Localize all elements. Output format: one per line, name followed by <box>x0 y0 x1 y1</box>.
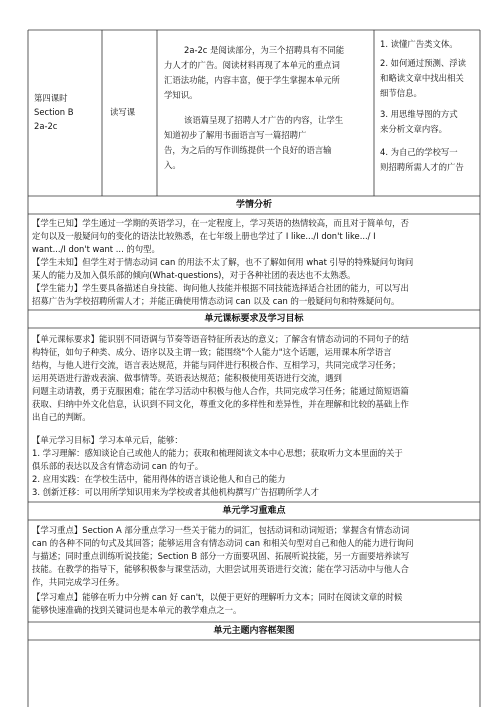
analysis-line: want.../I don't want ... 的句型。 <box>32 244 160 254</box>
content-line: 学知识。 <box>164 90 198 100</box>
key-point-line: 作，共同完成学习任务。 <box>32 577 125 587</box>
content-line: 2a-2c 是阅读部分，为三个招聘具有不同能 <box>184 45 345 55</box>
objective-line: 4. 为自己的学校写一 <box>380 147 458 157</box>
lesson-period: 第四课时 <box>34 93 68 103</box>
unit-goals-heading: 【单元学习目标】学习本单元后，能够： <box>32 435 183 445</box>
key-point-line: 与描述；同时重点训练听说技能；Section B 部分一方面要巩固、拓展听说技能，另一方面要培养读写 <box>32 551 410 561</box>
standards-line: 结构，与他人进行交流，语言表达规范，并能与同伴进行积极合作、互相学习，共同完成学习任务； <box>32 360 401 370</box>
standards-line: 获取、归纳中外文化信息，认识到不同文化，尊重文化的多样性和差异性，并在理解和比较的基础上作 <box>32 399 409 409</box>
unit-goal-line: 1. 学习理解：感知谈论自己或他人的能力；获取和梳理阅读文本中心思想；获取听力文本里面的关于 <box>32 448 403 458</box>
key-point-line: 能够快速准确的找到关键词也是本单元的教学难点之一。 <box>32 605 242 615</box>
objective-line: 1. 读懂广告类文体。 <box>380 39 458 49</box>
standards-line: 构特征，如句子种类、成分、语序以及主谓一致；能围绕"个人能力"这个话题，运用课本所学语言 <box>32 347 392 357</box>
analysis-line: 【学生已知】学生通过一学期的英语学习，在一定程度上，学习英语的热情较高，而且对于简单句，否 <box>32 218 409 228</box>
analysis-line: 【学生能力】学生要具备描述自身技能、询问他人技能并根据不同技能选择适合社团的能力，可以写出 <box>32 283 409 293</box>
section-heading-standards: 单元课标要求及学习目标 <box>204 314 304 324</box>
key-point-line: 【学习难点】能够在听力中分辨 can 好 can't，以便于更好的理解听力文本；同时在阅读文章的时候 <box>32 592 403 602</box>
standards-line: 运用英语进行游戏表演、做事情等。英语表达规范；能积极使用英语进行交流，遇到 <box>32 373 342 383</box>
key-point-line: 【学习重点】Section A 部分重点学习一些关于能力的词汇，包括动词和动词短语；掌握含有情态动词 <box>32 525 410 535</box>
lesson-type: 读写课 <box>110 107 136 117</box>
key-point-line: 技能。在教学的指导下，能够积极参与课堂活动，大胆尝试用英语进行交流；能在学习活动中与他人合 <box>32 564 409 574</box>
content-line: 告，为之后的写作训练提供一个良好的语言输 <box>164 145 332 155</box>
unit-goal-line: 俱乐部的表达以及含有情态动词 can 的句子。 <box>32 461 204 471</box>
standards-line: 【单元课标要求】能识别不同语调与节奏等语音特征所表达的意义；了解含有情态动词的不同句子的结 <box>32 334 409 344</box>
lesson-section: Section B <box>34 107 74 117</box>
objective-line: 来分析文章内容。 <box>380 124 447 134</box>
standards-line: 问题主动请教，勇于克服困难；能在学习活动中积极与他人合作，共同完成学习任务；能通过简短语篇 <box>32 386 409 396</box>
analysis-line: 定句以及一般疑问句的变化的语法比较熟悉，在七年级上册也学过了 I like.../I don't like.../ I <box>32 231 376 241</box>
framework-area <box>29 641 479 707</box>
key-point-line: can 的各种不同的句式及其回答；能够运用含有情态动词 can 和相关句型对自己和他人的能力进行询问 <box>32 538 414 548</box>
section-heading-framework: 单元主题内容框架图 <box>213 626 295 636</box>
section-heading-key-points: 单元学习重难点 <box>222 506 286 516</box>
unit-goal-line: 3. 创新迁移：可以用所学知识用来为学校或者其他机构撰写广告招聘所学人才 <box>32 487 320 497</box>
section-heading-learning-analysis: 学情分析 <box>235 200 272 210</box>
content-line: 入。 <box>164 160 181 170</box>
analysis-line: 【学生未知】但学生对于情态动词 can 的用法不太了解，也不了解如何用 what 引导的特殊疑问句询问 <box>32 257 414 267</box>
objective-line: 2. 如何通过预测、浮读 <box>380 58 467 68</box>
objective-line: 和略读文章中找出相关 <box>380 73 464 83</box>
content-line: 该语篇呈现了招聘人才广告的内容，让学生 <box>184 115 344 125</box>
content-line: 知道初步了解用书面语言写一篇招聘广 <box>164 130 307 140</box>
content-line: 汇语法功能，内容丰富，便于学生掌握本单元所 <box>164 75 340 85</box>
analysis-line: 某人的能力及加入俱乐部的倾向(What-questions)，对于各种社团的表达也不太熟悉。 <box>32 270 356 280</box>
analysis-line: 招募广告为学校招聘所需人才；并能正确使用情态动词 can 以及 can 的一般疑问句和特殊疑问句。 <box>32 296 400 306</box>
lesson-activity: 2a-2c <box>34 121 58 131</box>
standards-line: 出自己的判断。 <box>32 412 91 422</box>
content-line: 力人才的广告。阅读材料再现了本单元的重点词 <box>164 60 340 70</box>
objective-line: 则招聘所需人才的广告 <box>380 162 464 172</box>
objective-line: 3. 用思维导图的方式 <box>380 109 458 119</box>
objective-line: 细节信息。 <box>380 88 422 98</box>
unit-goal-line: 2. 应用实践：在学校生活中，能用得体的语言谈论他人和自己的能力 <box>32 474 286 484</box>
